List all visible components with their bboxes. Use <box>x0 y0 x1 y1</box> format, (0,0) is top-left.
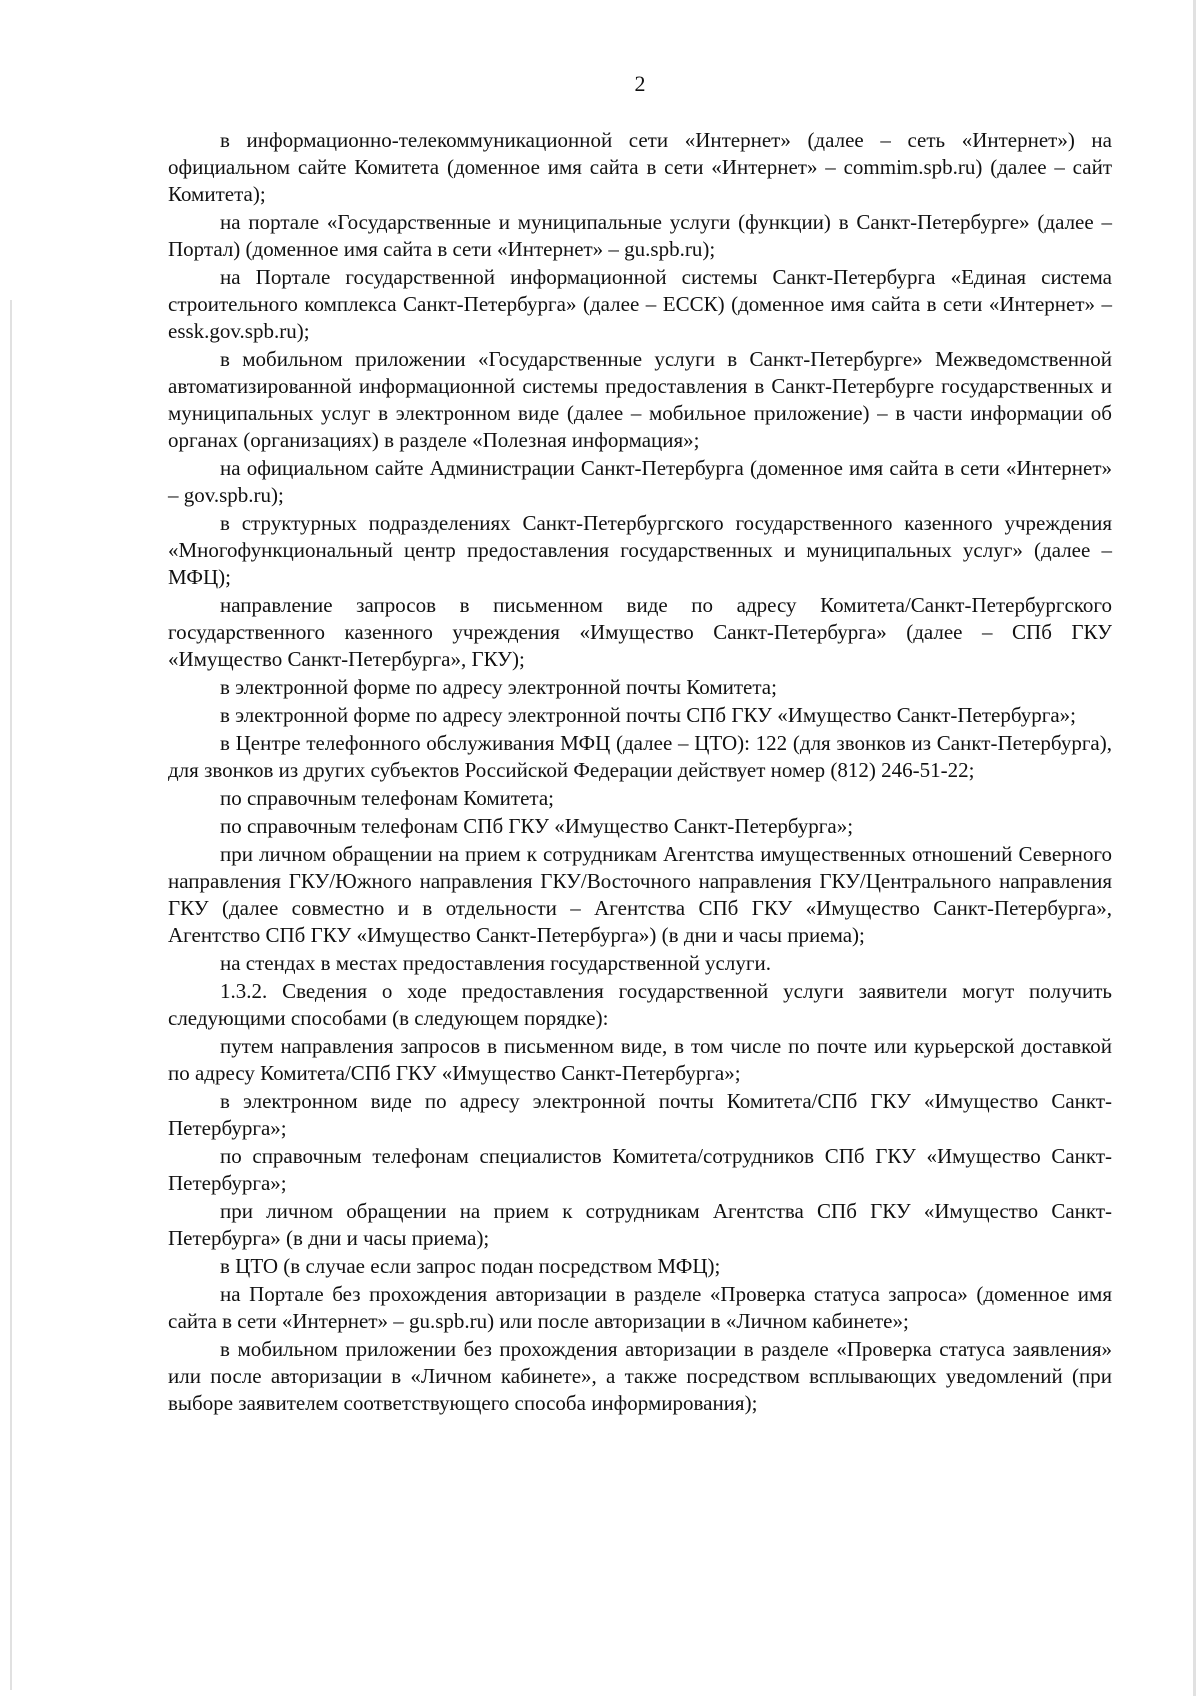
paragraph: направление запросов в письменном виде по адресу Комитета/Санкт-Петербургского государственного казенного учреждения «Имущество Санкт-Петербурга» (далее – СПб ГКУ «Имущество Санкт-Петербурга», ГКУ); <box>168 593 1112 671</box>
paragraph: при личном обращении на прием к сотрудникам Агентства имущественных отношений Северного направления ГКУ/Южного направления ГКУ/Восточного направления ГКУ/Центрального направления ГКУ (далее совместно и в отдельности – Агентства СПб ГКУ «Имущество Санкт-Петербурга», Агентство СПб ГКУ «Имущество Санкт-Петербурга») (в дни и часы приема); <box>168 842 1112 947</box>
scan-edge-left-shadow <box>10 300 12 1690</box>
paragraph: при личном обращении на прием к сотрудникам Агентства СПб ГКУ «Имущество Санкт-Петербурга» (в дни и часы приема); <box>168 1199 1112 1250</box>
document-body <box>168 127 1112 1418</box>
paragraph: по справочным телефонам специалистов Комитета/сотрудников СПб ГКУ «Имущество Санкт-Петербурга»; <box>168 1144 1112 1195</box>
paragraph: по справочным телефонам СПб ГКУ «Имущество Санкт-Петербурга»; <box>220 814 854 838</box>
paragraph: в информационно-телекоммуникационной сети «Интернет» (далее – сеть «Интернет») на официальном сайте Комитета (доменное имя сайта в сети «Интернет» – commim.spb.ru) (далее – сайт Комитета); <box>168 128 1112 206</box>
paragraph: в Центре телефонного обслуживания МФЦ (далее – ЦТО): 122 (для звонков из Санкт-Петербурга), для звонков из других субъектов Российской Федерации действует номер (812) 246-51-22; <box>168 731 1112 782</box>
paragraph: по справочным телефонам Комитета; <box>220 786 554 810</box>
paragraph: 1.3.2. Сведения о ходе предоставления государственной услуги заявители могут получить следующими способами (в следующем порядке): <box>168 979 1112 1030</box>
paragraph: на портале «Государственные и муниципальные услуги (функции) в Санкт-Петербурге» (далее – Портал) (доменное имя сайта в сети «Интернет» – gu.spb.ru); <box>168 210 1112 261</box>
paragraph: в электронной форме по адресу электронной почты Комитета; <box>220 675 777 699</box>
paragraph: на стендах в местах предоставления государственной услуги. <box>220 951 771 975</box>
paragraph: в структурных подразделениях Санкт-Петербургского государственного казенного учреждения «Многофункциональный центр предоставления государственных и муниципальных услуг» (далее – МФЦ); <box>168 511 1112 589</box>
page-number: 2 <box>634 71 646 96</box>
paragraph: в ЦТО (в случае если запрос подан посредством МФЦ); <box>220 1254 721 1278</box>
paragraph: на официальном сайте Администрации Санкт-Петербурга (доменное имя сайта в сети «Интернет» – gov.spb.ru); <box>168 456 1112 507</box>
paragraph: в электронном виде по адресу электронной почты Комитета/СПб ГКУ «Имущество Санкт-Петербурга»; <box>168 1089 1112 1140</box>
paragraph: в мобильном приложении «Государственные услуги в Санкт-Петербурге» Межведомственной автоматизированной информационной системы предоставления в Санкт-Петербурге государственных и муниципальных услуг в электронном виде (далее – мобильное приложение) – в части информации об органах (организациях) в разделе «Полезная информация»; <box>168 347 1112 452</box>
paragraph: на Портале государственной информационной системы Санкт-Петербурга «Единая система строительного комплекса Санкт-Петербурга» (далее – ЕССК) (доменное имя сайта в сети «Интернет» – essk.gov.spb.ru); <box>168 265 1112 343</box>
paragraph: в мобильном приложении без прохождения авторизации в разделе «Проверка статуса заявления» или после авторизации в «Личном кабинете», а также посредством всплывающих уведомлений (при выборе заявителем соответствующего способа информирования); <box>168 1337 1112 1415</box>
paragraph: на Портале без прохождения авторизации в разделе «Проверка статуса запроса» (доменное имя сайта в сети «Интернет» – gu.spb.ru) или после авторизации в «Личном кабинете»; <box>168 1282 1112 1333</box>
paragraph: путем направления запросов в письменном виде, в том числе по почте или курьерской доставкой по адресу Комитета/СПб ГКУ «Имущество Санкт-Петербурга»; <box>168 1034 1112 1085</box>
scan-edge-right-shadow <box>1193 0 1196 1696</box>
paragraph: в электронной форме по адресу электронной почты СПб ГКУ «Имущество Санкт-Петербурга»; <box>220 703 1076 727</box>
